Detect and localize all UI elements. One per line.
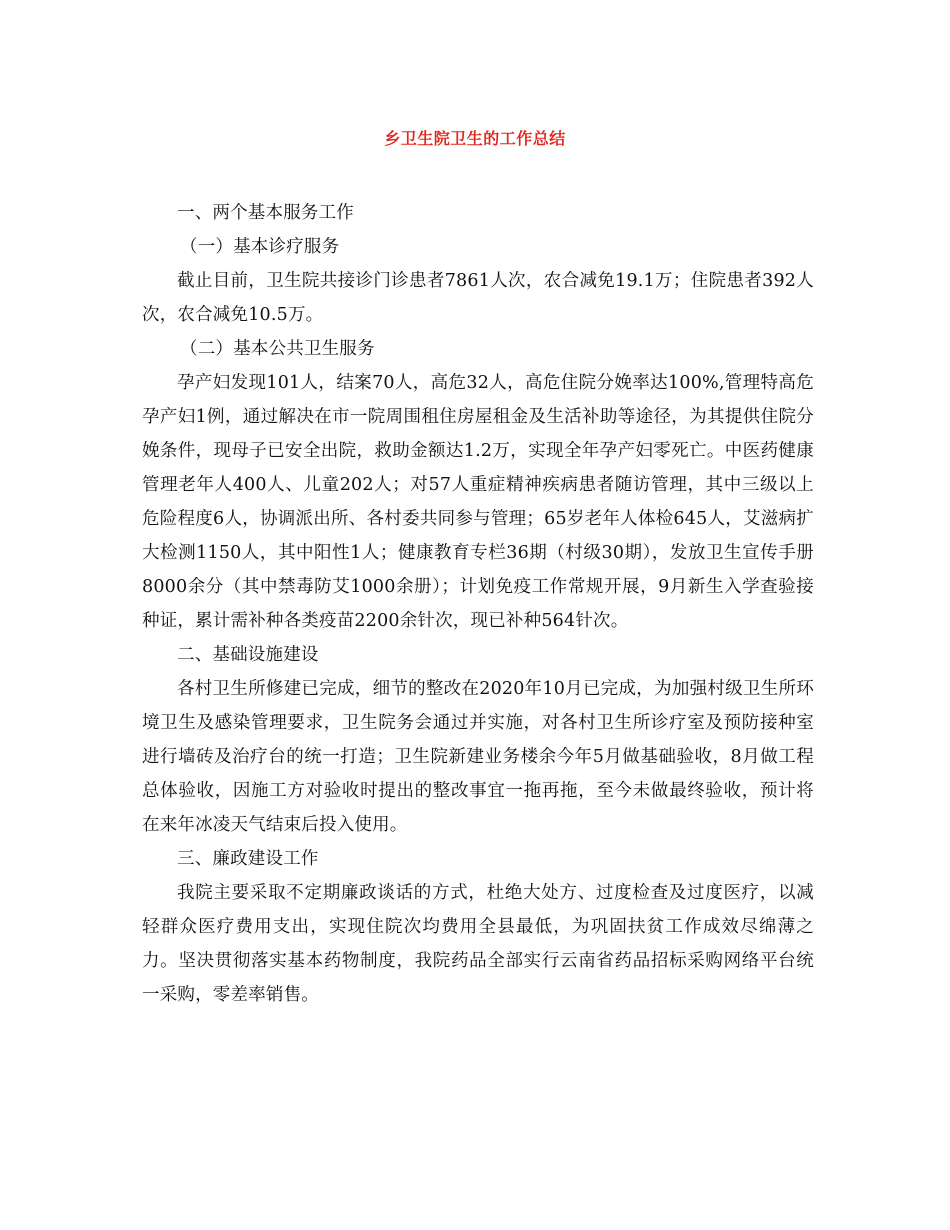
paragraph-integrity: 我院主要采取不定期廉政谈话的方式，杜绝大处方、过度检查及过度医疗，以减轻群众医疗费用支出，实现住院次均费用全县最低，为巩固扶贫工作成效尽绵薄之力。坚决贯彻落实基本药物制度，我院药品全部实行云南省药品招标采购网络平台统一采购，零差率销售。 (142, 883, 814, 1005)
document-title: 乡卫生院卫生的工作总结 (384, 129, 566, 148)
paragraph-infrastructure: 各村卫生所修建已完成，细节的整改在2020年10月已完成，为加强村级卫生所环境卫生及感染管理要求，卫生院务会通过并实施，对各村卫生所诊疗室及预防接种室进行墙砖及治疗台的统一打造；卫生院新建业务楼余今年5月做基础验收，8月做工程总体验收，因施工方对验收时提出的整改事宜一拖再拖，至今未做最终验收，预计将在来年冰凌天气结束后投入使用。 (142, 679, 814, 835)
subsection-heading-1-2: （二）基本公共卫生服务 (180, 339, 375, 359)
subsection-heading-1-1: （一）基本诊疗服务 (180, 237, 340, 257)
section-heading-3: 三、廉政建设工作 (177, 849, 319, 869)
document-body (142, 196, 814, 1012)
paragraph-basic-diagnosis: 截止目前，卫生院共接诊门诊患者7861人次，农合减免19.1万；住院患者392人次，农合减免10.5万。 (142, 271, 814, 325)
paragraph-public-health: 孕产妇发现101人，结案70人，高危32人，高危住院分娩率达100%,管理特高危孕产妇1例，通过解决在市一院周围租住房屋租金及生活补助等途径，为其提供住院分娩条件，现母子已安全出院，救助金额达1.2万，实现全年孕产妇零死亡。中医药健康管理老年人400人、儿童202人；对57人重症精神疾病患者随访管理，其中三级以上危险程度6人，协调派出所、各村委共同参与管理；65岁老年人体检645人，艾滋病扩大检测1150人，其中阳性1人；健康教育专栏36期（村级30期），发放卫生宣传手册8000余分（其中禁毒防艾1000余册）；计划免疫工作常规开展，9月新生入学查验接种证，累计需补种各类疫苗2200余针次，现已补种564针次。 (142, 373, 814, 631)
section-heading-1: 一、两个基本服务工作 (177, 203, 354, 223)
section-heading-2: 二、基础设施建设 (177, 645, 319, 665)
